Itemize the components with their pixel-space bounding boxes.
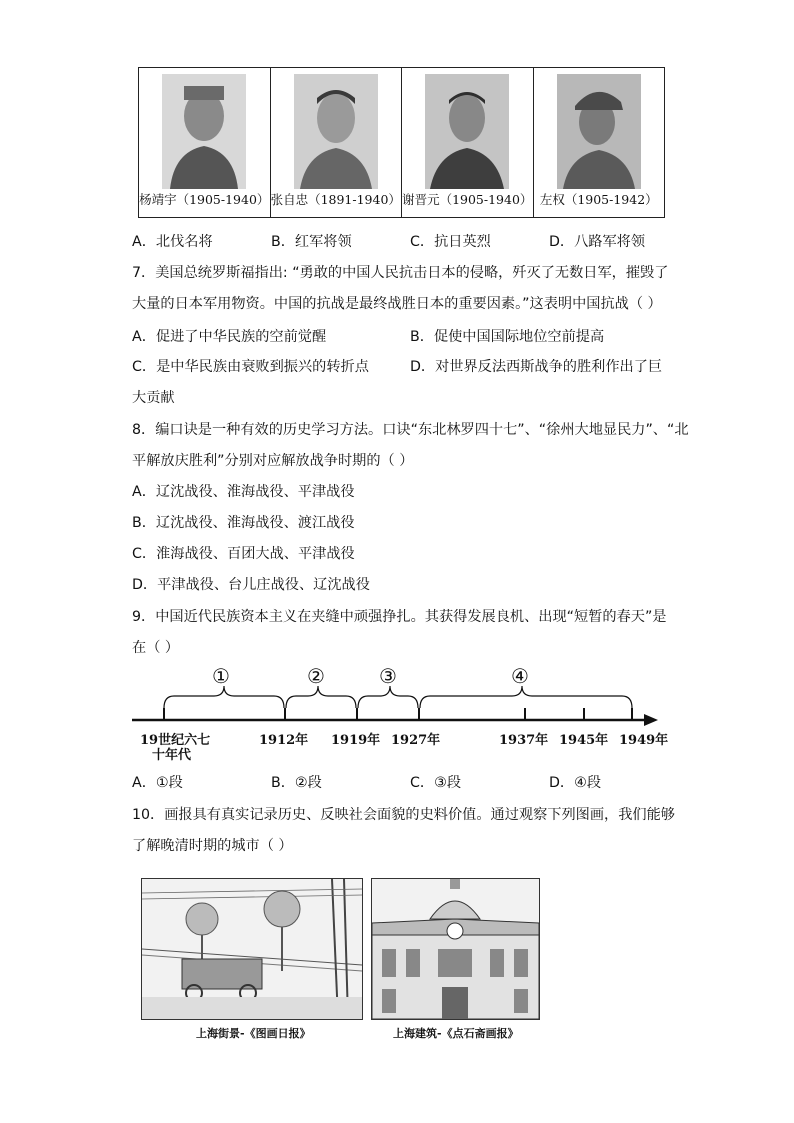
portrait-table: [138, 67, 665, 218]
option-b: B．促使中国国际地位空前提高: [410, 329, 605, 345]
tick-label: 1919年: [331, 733, 381, 748]
option-c: C．是中华民族由衰败到振兴的转折点: [132, 359, 369, 375]
tick-label: 1937年: [499, 733, 549, 748]
option-b: B．辽沈战役、淮海战役、渡江战役: [132, 515, 355, 531]
option-c: C．抗日英烈: [410, 234, 491, 250]
image-caption: 上海建筑-《点石斋画报》: [393, 1027, 519, 1040]
option-a: A．辽沈战役、淮海战役、平津战役: [132, 484, 355, 500]
image-caption: 上海街景-《图画日报》: [196, 1027, 311, 1040]
question-9-stem: 9．中国近代民族资本主义在夹缝中顽强挣扎。其获得发展良机、出现“短暂的春天”是: [132, 609, 667, 625]
option-c: C．③段: [410, 775, 462, 791]
option-a: A．北伐名将: [132, 234, 213, 250]
question-8-stem: 8．编口诀是一种有效的历史学习方法。口诀“东北林罗四十七”、“徐州大地显民力”、“北: [132, 422, 689, 438]
option-d: D．④段: [549, 775, 602, 791]
portrait-caption: 张自忠（1891-1940）: [270, 192, 401, 207]
option-d: D．平津战役、台儿庄战役、辽沈战役: [132, 577, 370, 593]
option-d: D．对世界反法西斯战争的胜利作出了巨: [410, 359, 663, 375]
portrait-photo: [425, 74, 509, 189]
building-image: [371, 878, 540, 1020]
tick-label: 1949年: [619, 733, 669, 748]
question-7-stem-cont: 大量的日本军用物资。中国的抗战是最终战胜日本的重要因素。”这表明中国抗战（ ）: [132, 296, 662, 312]
portrait-photo: [557, 74, 641, 189]
option-a: A．促进了中华民族的空前觉醒: [132, 329, 327, 345]
tick-label: 1945年: [559, 733, 609, 748]
segment-label: ③: [379, 664, 397, 688]
segment-label: ②: [307, 664, 325, 688]
tick-label: 1927年: [391, 733, 441, 748]
question-10-stem-cont: 了解晚清时期的城市（ ）: [132, 838, 293, 854]
street-scene-image: [141, 878, 363, 1020]
tick-label: 1912年: [259, 733, 309, 748]
portrait-photo: [294, 74, 378, 189]
segment-label: ①: [212, 664, 230, 688]
segment-label: ④: [511, 664, 529, 688]
question-8-stem-cont: 平解放庆胜利”分别对应解放战争时期的（ ）: [132, 453, 414, 469]
portrait-cell: [534, 68, 665, 217]
option-c: C．淮海战役、百团大战、平津战役: [132, 546, 355, 562]
question-10-stem: 10．画报具有真实记录历史、反映社会面貌的史料价值。通过观察下列图画，我们能够: [132, 807, 675, 823]
portrait-caption: 杨靖宇（1905-1940）: [139, 192, 270, 207]
portrait-cell: [402, 68, 534, 217]
portrait-cell: [139, 68, 271, 217]
option-b: B．②段: [271, 775, 322, 791]
option-d-cont: 大贡献: [132, 390, 175, 406]
option-a: A．①段: [132, 775, 183, 791]
tick-label: 19世纪六七: [140, 733, 211, 748]
portrait-photo: [162, 74, 246, 189]
option-d: D．八路军将领: [549, 234, 646, 250]
tick-label: 十年代: [152, 748, 192, 763]
portrait-cell: [271, 68, 403, 217]
option-b: B．红军将领: [271, 234, 352, 250]
portrait-caption: 谢晋元（1905-1940）: [402, 192, 533, 207]
timeline: [128, 660, 669, 763]
question-7-stem: 7．美国总统罗斯福指出: “勇敢的中国人民抗击日本的侵略，歼灭了无数日军，摧毁了: [132, 265, 669, 281]
question-9-stem-cont: 在（ ）: [132, 640, 180, 656]
portrait-caption: 左权（1905-1942）: [539, 192, 658, 207]
